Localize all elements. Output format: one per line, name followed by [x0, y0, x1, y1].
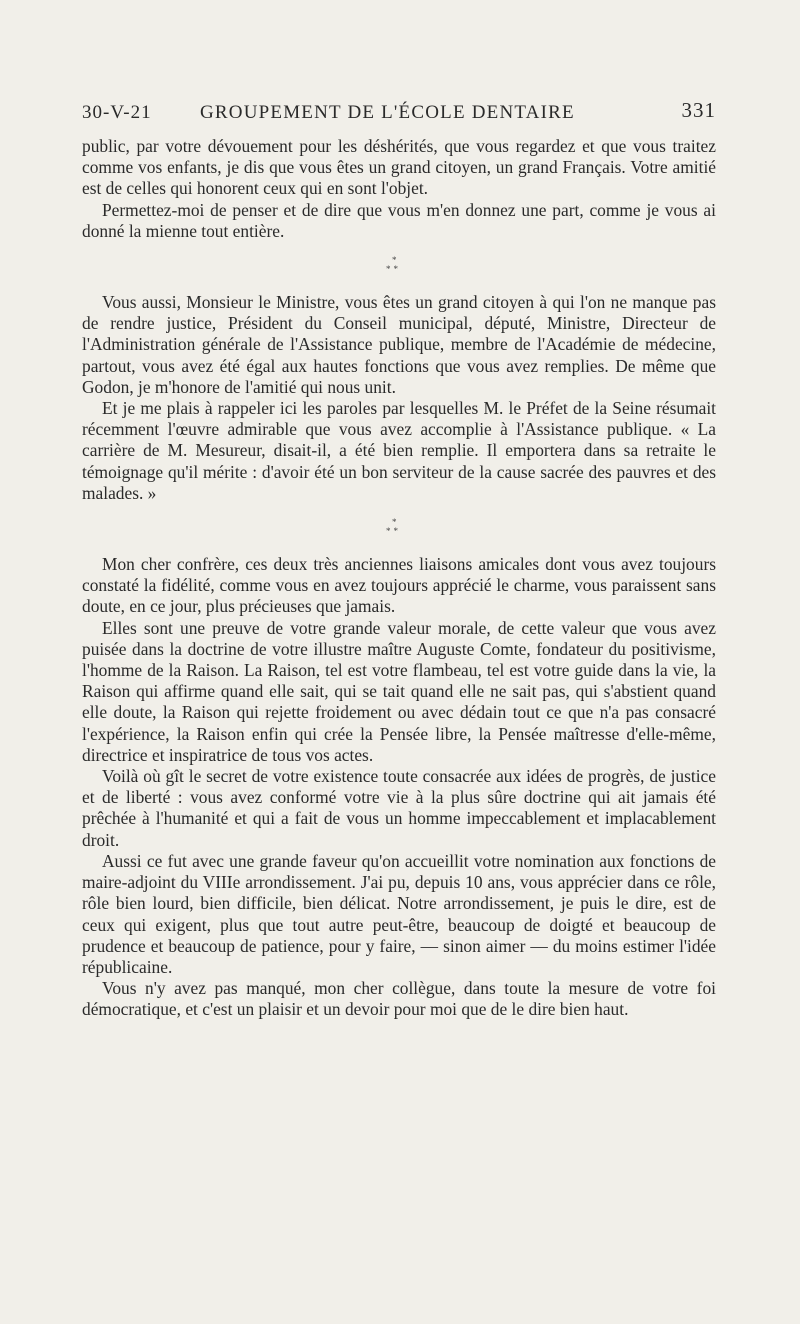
paragraph: Elles sont une preuve de votre grande valeur morale, de cette valeur que vous avez puisée dans la doctrine de votre illustre maître Auguste Comte, fondateur du positivisme, l'homme de la Raison. La Raison, tel est votre flambeau, tel est votre guide dans la vie, la Raison qui affirme quand elle sait, qui se tait quand elle ne sait pas, qui s'abstient quand elle doute, la Raison qui rejette froidement ou avec dédain tout ce que n'a pas consacré l'expérience, la Raison enfin qui crée la Pensée libre, la Pensée maîtresse d'elle-même, directrice et inspiratrice de tous vos actes. [82, 617, 716, 765]
paragraph: Voilà où gît le secret de votre existence toute consacrée aux idées de progrès, de justice et de liberté : vous avez conformé votre vie à la plus sûre doctrine qui ait jamais été prêchée à l'humanité et qui a fait de vous un homme impeccablement et implacablement droit. [82, 766, 716, 850]
running-header [82, 96, 716, 126]
asterism-star-pair: ** [386, 264, 401, 275]
header-date: 30-V-21 [82, 102, 152, 123]
asterism-star: * [392, 517, 397, 528]
header-title: GROUPEMENT DE L'ÉCOLE DENTAIRE [200, 102, 575, 123]
paragraph: public, par votre dévouement pour les déshérités, que vous regardez et que vous traitez comme vos enfants, je dis que vous êtes un grand citoyen, un grand Français. Votre amitié est de celles qui honorent ceux qui en sont l'objet. [82, 136, 716, 199]
body-text [82, 136, 716, 1021]
paragraph: Aussi ce fut avec une grande faveur qu'on accueillit votre nomination aux fonctions de maire-adjoint du VIIIe arrondissement. J'ai pu, depuis 10 ans, vous apprécier dans ce rôle, rôle bien lourd, bien difficile, bien délicat. Notre arrondissement, je puis le dire, est de ceux qui exigent, plus que tout autre peut-être, beaucoup de doigté et beaucoup de prudence et beaucoup de patience, pour y faire, — sinon aimer — du moins estimer l'idée républicaine. [82, 850, 716, 977]
asterism-separator [82, 504, 716, 554]
asterism-star-pair: ** [386, 526, 401, 537]
paragraph: Mon cher confrère, ces deux très anciennes liaisons amicales dont vous avez toujours constaté la fidélité, comme vous en avez toujours apprécié le charme, vous paraissent sans doute, en ce jour, plus précieuses que jamais. [82, 554, 716, 617]
paragraph: Vous aussi, Monsieur le Ministre, vous êtes un grand citoyen à qui l'on ne manque pas de rendre justice, Président du Conseil municipal, député, Ministre, Directeur de l'Administration générale de l'Assistance publique, membre de l'Académie de médecine, partout, vous avez été égal aux hautes fonctions que vous avez remplies. De même que Godon, je m'honore de l'amitié qui nous unit. [82, 292, 716, 397]
paragraph: Permettez-moi de penser et de dire que vous m'en donnez une part, comme je vous ai donné la mienne tout entière. [82, 199, 716, 241]
asterism-star: * [392, 255, 397, 266]
paragraph: Et je me plais à rappeler ici les paroles par lesquelles M. le Préfet de la Seine résumait récemment l'œuvre admirable que vous avez accomplie à l'Assistance publique. « La carrière de M. Mesureur, disait-il, a été bien remplie. Il emportera dans sa retraite le témoignage qu'il mérite : d'avoir été un bon serviteur de la cause sacrée des pauvres et des malades. » [82, 398, 716, 503]
page-number: 331 [681, 98, 716, 122]
asterism-separator [82, 242, 716, 292]
paragraph: Vous n'y avez pas manqué, mon cher collègue, dans toute la mesure de votre foi démocratique, et c'est un plaisir et un devoir pour moi que de le dire bien haut. [82, 978, 716, 1020]
